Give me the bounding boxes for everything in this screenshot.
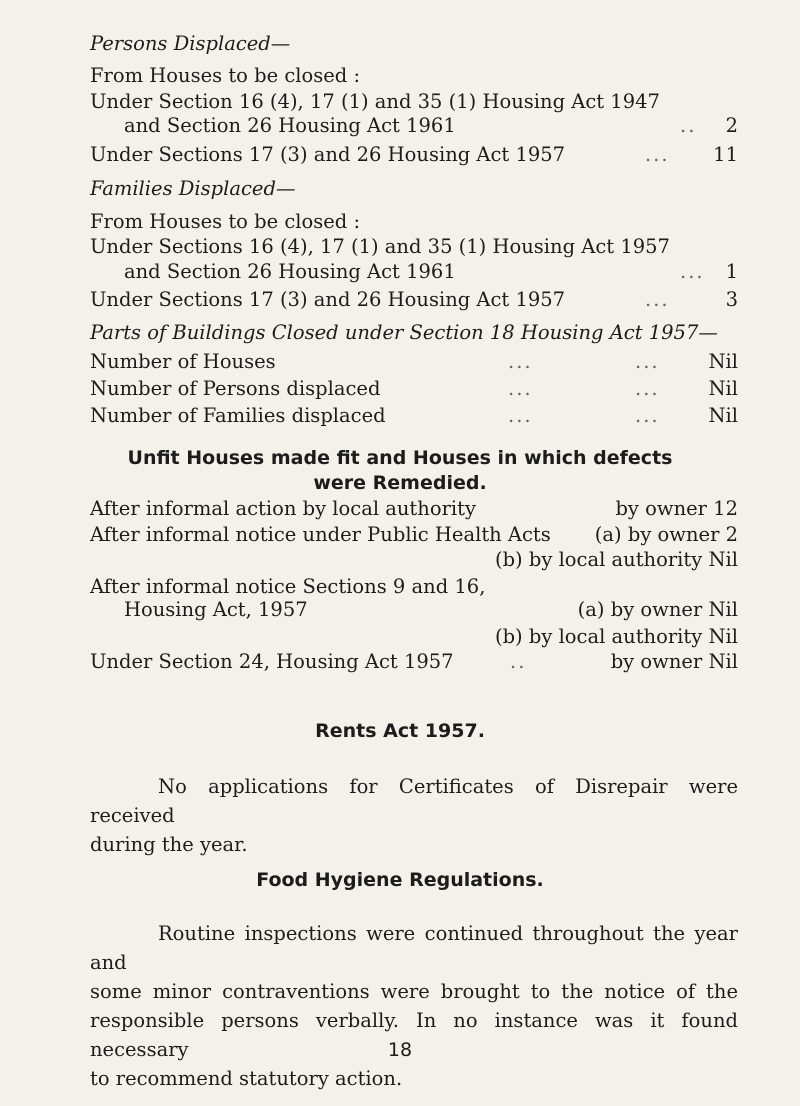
- food-para-line-4: to recommend statutory action.: [90, 1067, 403, 1090]
- families-row1-line: [124, 259, 738, 285]
- leader-dots: ...: [635, 377, 660, 400]
- unfit-line-2: [90, 522, 738, 548]
- unfit-line-7: [90, 649, 738, 675]
- persons-row1-value: 2: [725, 114, 738, 137]
- families-displaced-heading: Families Displaced—: [90, 177, 296, 200]
- unfit-line-3: [90, 547, 738, 573]
- parts-row-label: Number of Houses: [90, 350, 276, 373]
- food-para-line-2: some minor contraventions were brought to the notice of the: [90, 980, 738, 1003]
- leader-dots: ...: [508, 377, 533, 400]
- rents-act-paragraph: [90, 772, 738, 859]
- unfit-l5-value: (a) by owner Nil: [577, 598, 738, 621]
- families-row2-line: [90, 287, 738, 313]
- families-row2-value: 3: [725, 288, 738, 311]
- unfit-l7-value: by owner Nil: [610, 650, 738, 673]
- unfit-l4-text: After informal notice Sections 9 and 16,: [90, 575, 486, 598]
- leader-dots: ..: [510, 650, 527, 673]
- families-row2-text: Under Sections 17 (3) and 26 Housing Act 1957: [90, 288, 566, 311]
- parts-row-families: [90, 403, 738, 429]
- leader-dots: ..: [680, 114, 697, 137]
- persons-row1-text: Under Section 16 (4), 17 (1) and 35 (1) Housing Act 1947: [90, 90, 660, 113]
- leader-dots: ...: [645, 143, 670, 166]
- leader-dots: ...: [635, 350, 660, 373]
- food-para-line-1: Routine inspections were continued throughout the year and: [90, 922, 738, 974]
- unfit-line-1: [90, 496, 738, 522]
- families-from-line: From Houses to be closed :: [90, 210, 361, 233]
- leader-dots: ...: [645, 288, 670, 311]
- unfit-houses-heading-2: were Remedied.: [313, 472, 487, 494]
- families-row1-cont: and Section 26 Housing Act 1961: [124, 260, 456, 283]
- parts-row-value: Nil: [708, 350, 738, 373]
- persons-from-line: From Houses to be closed :: [90, 64, 361, 87]
- rents-para-line-2: during the year.: [90, 833, 248, 856]
- rents-para-line-1: No applications for Certificates of Disrepair were received: [90, 775, 738, 827]
- food-hygiene-heading: Food Hygiene Regulations.: [256, 869, 544, 891]
- parts-row-value: Nil: [708, 377, 738, 400]
- persons-row1-line: [124, 113, 738, 139]
- parts-row-label: Number of Persons displaced: [90, 377, 381, 400]
- parts-row-houses: [90, 349, 738, 375]
- unfit-l1-value: by owner 12: [615, 497, 738, 520]
- leader-dots: ...: [635, 404, 660, 427]
- persons-row2-text: Under Sections 17 (3) and 26 Housing Act 1957: [90, 143, 566, 166]
- leader-dots: ...: [680, 260, 705, 283]
- families-row1-text: Under Sections 16 (4), 17 (1) and 35 (1) Housing Act 1957: [90, 235, 670, 258]
- persons-row2-value: 11: [713, 143, 738, 166]
- unfit-houses-heading-1: Unfit Houses made fit and Houses in which defects: [127, 447, 673, 469]
- persons-row2-line: [90, 142, 738, 168]
- unfit-l6-value: (b) by local authority Nil: [494, 625, 738, 648]
- unfit-l2-value: (a) by owner 2: [594, 523, 738, 546]
- food-para-line-3: responsible persons verbally. In no instance was it found necessary: [90, 1009, 738, 1061]
- food-hygiene-paragraph: [90, 919, 738, 1093]
- persons-displaced-heading: Persons Displaced—: [90, 32, 291, 55]
- unfit-line-6: [90, 624, 738, 650]
- leader-dots: ...: [508, 350, 533, 373]
- parts-row-persons: [90, 376, 738, 402]
- parts-closed-heading: Parts of Buildings Closed under Section 18 Housing Act 1957—: [90, 321, 718, 344]
- persons-row1-cont: and Section 26 Housing Act 1961: [124, 114, 456, 137]
- leader-dots: ...: [508, 404, 533, 427]
- parts-row-value: Nil: [708, 404, 738, 427]
- unfit-l1-text: After informal action by local authority: [90, 497, 476, 520]
- unfit-line-5: [124, 597, 738, 623]
- families-row1-value: 1: [725, 260, 738, 283]
- unfit-l3-value: (b) by local authority Nil: [494, 548, 738, 571]
- unfit-l7-text: Under Section 24, Housing Act 1957: [90, 650, 454, 673]
- page-number: 18: [387, 1039, 413, 1061]
- unfit-l5-text: Housing Act, 1957: [124, 598, 308, 621]
- rents-act-heading: Rents Act 1957.: [315, 720, 485, 742]
- parts-row-label: Number of Families displaced: [90, 404, 386, 427]
- unfit-l2-text: After informal notice under Public Health Acts: [90, 523, 551, 546]
